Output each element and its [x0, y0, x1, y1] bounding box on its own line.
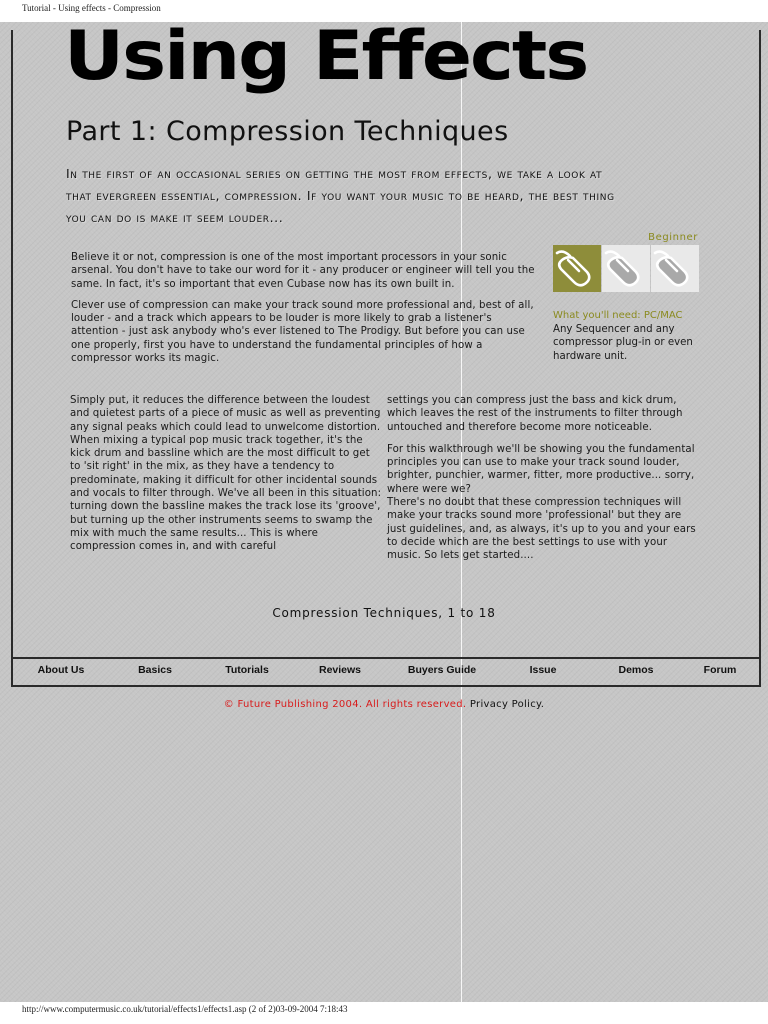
- print-footer: http://www.computermusic.co.uk/tutorial/effects1/effects1.asp (2 of 2)03-09-2004 7:18:43: [22, 1004, 348, 1014]
- nav-about-us[interactable]: About Us: [37, 664, 85, 676]
- nav-demos[interactable]: Demos: [618, 664, 654, 676]
- mouse-icon: [651, 245, 699, 292]
- right-column: [387, 394, 697, 572]
- copyright-notice: © Future Publishing 2004. All rights reserved.: [223, 699, 467, 710]
- body-paragraph: For this walkthrough we'll be showing you the fundamental principles you can use to make your track sound louder, brighter, punchier, warmer, fitter, more productive... sorry, where were we?: [387, 443, 695, 495]
- article-title: Using Effects: [64, 16, 588, 96]
- requirements-label: What you'll need: PC/MAC: [553, 310, 683, 321]
- mouse-icon: [602, 245, 650, 292]
- nav-reviews[interactable]: Reviews: [318, 664, 362, 676]
- body-paragraph: Simply put, it reduces the difference between the loudest and quietest parts of a piece of music as well as preventing any signal peaks which could lead to unwelcome distortion. When mixing a typical pop music track together, it's the kick drum and bassline which are the most difficult to get to 'sit right' in the mix, as they have a tendency to predominate, making it difficult for other incidental sounds and vocals to filter through. We've all been in this situation: turning down the bassline makes the track lose its 'groove', but turning up the other instruments seems to swamp the mix with much the same results... This is where compression comes in, and with careful: [70, 395, 382, 553]
- nav-forum[interactable]: Forum: [703, 664, 737, 676]
- difficulty-rating: [553, 245, 698, 292]
- left-column: [70, 394, 382, 554]
- nav-issue[interactable]: Issue: [529, 664, 557, 676]
- article-subtitle: Part 1: Compression Techniques: [66, 116, 509, 147]
- nav-buyers-guide[interactable]: Buyers Guide: [407, 664, 477, 676]
- nav-bar: [11, 657, 761, 687]
- nav-basics[interactable]: Basics: [138, 664, 172, 676]
- nav-tutorials[interactable]: Tutorials: [225, 664, 269, 676]
- standfirst: In the first of an occasional series on getting the most from effects, we take a look at that evergreen essential, compression. If you want your music to be heard, the best thing you can do is make it seem louder...: [66, 166, 615, 225]
- level-label: Beginner: [648, 232, 698, 243]
- body-paragraph: There's no doubt that these compression techniques will make your tracks sound more 'professional' but they are just guidelines, and, as always, it's up to you and your ears to decide which are the best settings to use with your music. So lets get started....: [387, 497, 696, 562]
- mouse-icon: [553, 245, 601, 292]
- body-paragraph: settings you can compress just the bass and kick drum, which leaves the rest of the instruments to filter through untouched and therefore become more noticeable.: [387, 395, 683, 433]
- print-header: Tutorial - Using effects - Compression: [22, 3, 161, 13]
- steps-link[interactable]: Compression Techniques, 1 to 18: [272, 606, 496, 620]
- privacy-policy-link[interactable]: Privacy Policy.: [469, 699, 545, 710]
- site-footer: [0, 699, 768, 710]
- requirements-text: Any Sequencer and any compressor plug-in or even hardware unit.: [553, 324, 693, 362]
- intro-text: [71, 251, 541, 373]
- intro-paragraph: Clever use of compression can make your track sound more professional and, best of all, louder - and a track which appears to be louder is more likely to grab a listener's attention - just ask anybody who's ever listened to The Prodigy. But before you can use one properly, first you have to understand the fundamental principles of how a compressor works its magic.: [71, 299, 534, 365]
- intro-paragraph: Believe it or not, compression is one of the most important processors in your sonic arsenal. You don't have to take our word for it - any producer or engineer will tell you the same. In fact, it's so important that even Cubase now has its own built in.: [71, 252, 535, 290]
